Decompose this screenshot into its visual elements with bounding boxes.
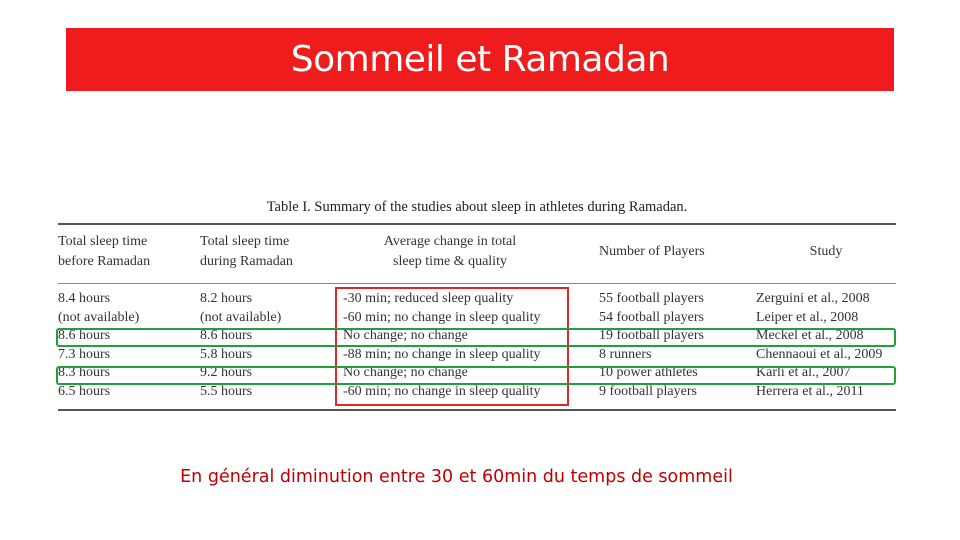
cell-players: 9 football players [599, 383, 697, 399]
header-sleep-during-line1: Total sleep time [200, 234, 290, 249]
cell-players: 19 football players [599, 328, 704, 343]
no-change-row-highlight [56, 366, 896, 385]
header-study: Study [809, 244, 843, 259]
cell-change: No change; no change [343, 365, 468, 380]
cell-players: 10 power athletes [599, 365, 698, 380]
table-top-rule [58, 223, 896, 225]
cell-study: Zerguini et al., 2008 [756, 291, 870, 306]
cell-during: 9.2 hours [200, 365, 253, 380]
title-banner [66, 28, 894, 91]
cell-before: 8.3 hours [58, 365, 111, 380]
cell-study: Chennaoui et al., 2009 [756, 346, 883, 362]
cell-during: 5.5 hours [200, 383, 253, 399]
cell-study: Leiper et al., 2008 [756, 309, 859, 325]
cell-players: 8 runners [599, 346, 652, 362]
table-header-rule [58, 283, 896, 284]
slide-title: Sommeil et Ramadan [290, 39, 670, 80]
cell-before: 6.5 hours [58, 383, 111, 399]
header-sleep-before-line1: Total sleep time [58, 234, 148, 249]
cell-during: 5.8 hours [200, 346, 253, 362]
summary-text: En général diminution entre 30 et 60min du temps de sommeil [180, 467, 733, 487]
cell-change: -30 min; reduced sleep quality [343, 291, 514, 306]
cell-before: 8.6 hours [58, 328, 111, 343]
no-change-row-highlight [56, 328, 896, 347]
cell-study: Meckel et al., 2008 [756, 328, 864, 343]
cell-before: 8.4 hours [58, 291, 111, 306]
cell-players: 55 football players [599, 291, 704, 306]
cell-change: -88 min; no change in sleep quality [343, 346, 541, 362]
header-sleep-before-line2: before Ramadan [58, 254, 151, 269]
header-sleep-during-line2: during Ramadan [200, 254, 293, 269]
header-sleep-during [200, 232, 340, 272]
cell-change: No change; no change [343, 328, 468, 343]
cell-study: Herrera et al., 2011 [756, 383, 864, 399]
cell-before: 7.3 hours [58, 346, 111, 362]
cell-during: 8.6 hours [200, 328, 253, 343]
cell-during: (not available) [200, 309, 282, 325]
header-average-change-line1: Average change in total [383, 234, 517, 249]
cell-players: 54 football players [599, 309, 704, 325]
table-caption: Table I. Summary of the studies about sleep in athletes during Ramadan. [266, 199, 688, 215]
header-average-change [352, 232, 548, 272]
header-number-of-players: Number of Players [599, 244, 705, 259]
cell-before: (not available) [58, 309, 140, 325]
cell-change: -60 min; no change in sleep quality [343, 383, 541, 399]
cell-study: Karli et al., 2007 [756, 365, 851, 380]
cell-during: 8.2 hours [200, 291, 253, 306]
cell-change: -60 min; no change in sleep quality [343, 309, 541, 325]
header-sleep-before [58, 232, 198, 272]
table-bottom-rule [58, 409, 896, 411]
header-average-change-line2: sleep time & quality [393, 254, 507, 269]
